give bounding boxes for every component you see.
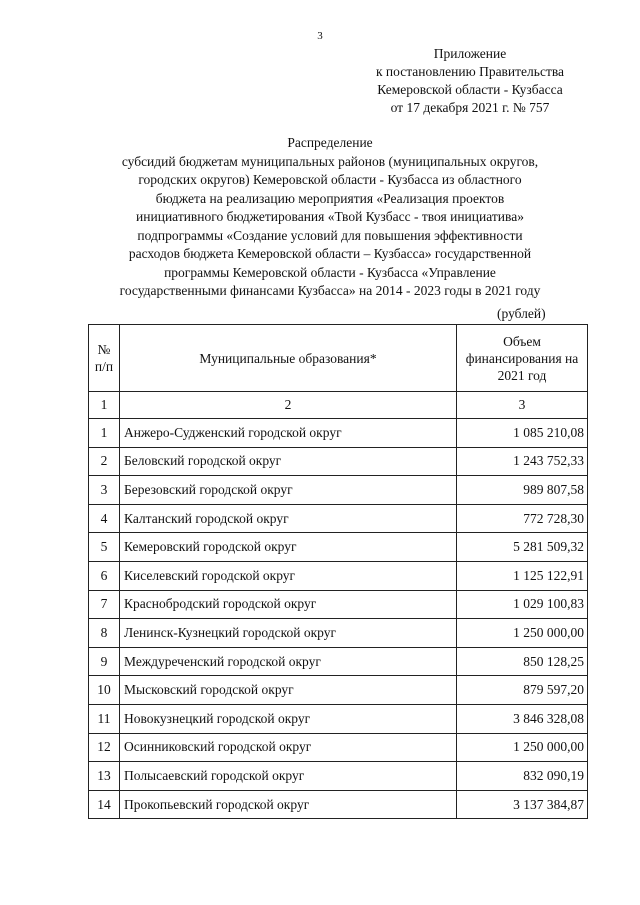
document-title [70,134,590,301]
title-line: подпрограммы «Создание условий для повышения эффективности [137,227,523,243]
table-row [89,419,588,448]
row-number: 2 [89,447,120,476]
funding-amount: 832 090,19 [457,762,588,791]
table-row [89,704,588,733]
table-row [89,533,588,562]
funding-amount: 1 243 752,33 [457,447,588,476]
column-index: 1 [89,392,120,419]
column-index: 2 [120,392,457,419]
funding-amount: 3 137 384,87 [457,790,588,819]
funding-amount: 3 846 328,08 [457,704,588,733]
appendix-line: Кемеровской области - Кузбасса [377,82,563,97]
header-amount: Объем финансирования на 2021 год [457,325,588,392]
funding-amount: 1 029 100,83 [457,590,588,619]
column-index-row [89,392,588,419]
row-number: 12 [89,733,120,762]
row-number: 1 [89,419,120,448]
row-number: 14 [89,790,120,819]
row-number: 6 [89,561,120,590]
table-header-row [89,325,588,392]
column-index: 3 [457,392,588,419]
municipality-name: Осинниковский городской округ [120,733,457,762]
municipality-name: Новокузнецкий городской округ [120,704,457,733]
row-number: 13 [89,762,120,791]
funding-amount: 772 728,30 [457,504,588,533]
appendix-line: к постановлению Правительства [375,64,565,79]
funding-amount: 1 125 122,91 [457,561,588,590]
table-row [89,561,588,590]
municipality-name: Мысковский городской округ [120,676,457,705]
municipality-name: Краснобродский городской округ [120,590,457,619]
table-row [89,733,588,762]
municipality-name: Калтанский городской округ [120,504,457,533]
municipality-name: Анжеро-Судженский городской округ [120,419,457,448]
funding-amount: 989 807,58 [457,476,588,505]
table-row [89,676,588,705]
title-line: программы Кемеровской области - Кузбасса «Управление [164,264,496,280]
table-row [89,447,588,476]
title-line: субсидий бюджетам муниципальных районов (муниципальных округов, [121,153,539,169]
funding-amount: 1 085 210,08 [457,419,588,448]
municipality-name: Междуреченский городской округ [120,647,457,676]
appendix-line: от 17 декабря 2021 г. № 757 [390,100,550,115]
funding-amount: 850 128,25 [457,647,588,676]
appendix-header [350,45,590,117]
title-line: расходов бюджета Кемеровской области – Кузбасса» государственной [128,246,532,261]
appendix-line: Приложение [433,46,507,61]
row-number: 4 [89,504,120,533]
row-number: 5 [89,533,120,562]
municipality-name: Прокопьевский городской округ [120,790,457,819]
municipality-name: Полысаевский городской округ [120,762,457,791]
funding-amount: 1 250 000,00 [457,733,588,762]
distribution-table [88,324,588,819]
row-number: 10 [89,676,120,705]
municipality-name: Киселевский городской округ [120,561,457,590]
title-line: бюджета на реализацию мероприятия «Реализация проектов [155,190,505,206]
unit-label: (рублей) [497,306,546,321]
municipality-name: Беловский городской округ [120,447,457,476]
table-row [89,647,588,676]
header-num: № п/п [89,325,120,392]
municipality-name: Березовский городской округ [120,476,457,505]
title-line: городских округов) Кемеровской области - Кузбасса из областного [138,172,522,187]
table-row [89,590,588,619]
funding-amount: 1 250 000,00 [457,619,588,648]
row-number: 8 [89,619,120,648]
title-line: Распределение [287,135,373,150]
funding-amount: 879 597,20 [457,676,588,705]
table-row [89,762,588,791]
row-number: 3 [89,476,120,505]
row-number: 7 [89,590,120,619]
table-row [89,476,588,505]
municipality-name: Ленинск-Кузнецкий городской округ [120,619,457,648]
row-number: 9 [89,647,120,676]
table-row [89,790,588,819]
table-row [89,619,588,648]
row-number: 11 [89,704,120,733]
municipality-name: Кемеровский городской округ [120,533,457,562]
header-municipality: Муниципальные образования* [120,325,457,392]
funding-amount: 5 281 509,32 [457,533,588,562]
page-number: 3 [317,30,323,42]
title-line: инициативного бюджетирования «Твой Кузбасс - твоя инициатива» [136,209,524,224]
title-line: государственными финансами Кузбасса» на 2014 - 2023 годы в 2021 году [119,283,541,298]
table-row [89,504,588,533]
